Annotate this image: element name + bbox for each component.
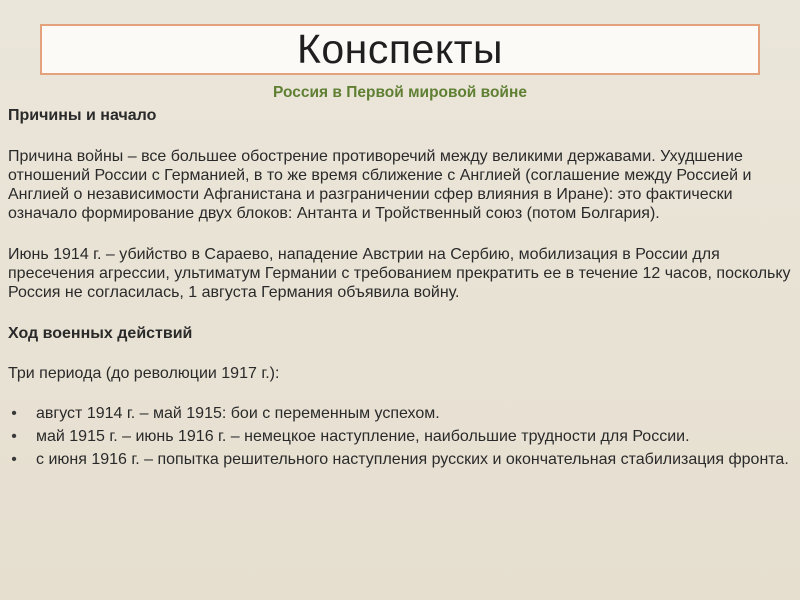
- list-item: [8, 427, 792, 446]
- cause-paragraph: Причина войны – все большее обострение противоречий между великими державами. Ухудшение отношений России с Германией, в то же время сближение с Англией (соглашение между Россией и Англией о независимости Афганистана и разграничении сфер влияния в Иране): это фактически означало формирование двух блоков: Антанта и Тройственный союз (потом Болгария).: [8, 148, 752, 222]
- course-heading: Ход военных действий: [8, 325, 193, 342]
- list-item: [8, 450, 792, 469]
- periods-list: [8, 404, 792, 469]
- list-item: [8, 404, 792, 423]
- bullet-icon: •: [11, 451, 17, 468]
- causes-heading: Причины и начало: [8, 107, 157, 124]
- period-text: май 1915 г. – июнь 1916 г. – немецкое наступление, наибольшие трудности для России.: [36, 428, 690, 445]
- title-banner: [40, 24, 760, 75]
- start-paragraph: Июнь 1914 г. – убийство в Сараево, нападение Австрии на Сербию, мобилизация в России для пресечения агрессии, ультиматум Германии с требованием прекратить ее в течение 12 часов, поскольку Россия не согласилась, 1 августа Германия объявила войну.: [8, 246, 791, 301]
- period-text: с июня 1916 г. – попытка решительного наступления русских и окончательная стабилизация фронта.: [36, 451, 789, 468]
- slide-content: [8, 106, 792, 473]
- periods-intro: Три периода (до революции 1917 г.):: [8, 365, 280, 382]
- bullet-icon: •: [11, 428, 17, 445]
- bullet-icon: •: [11, 405, 17, 422]
- slide-subtitle: Россия в Первой мировой войне: [273, 84, 527, 101]
- period-text: август 1914 г. – май 1915: бои с переменным успехом.: [36, 405, 440, 422]
- slide-title: Конспекты: [297, 26, 503, 72]
